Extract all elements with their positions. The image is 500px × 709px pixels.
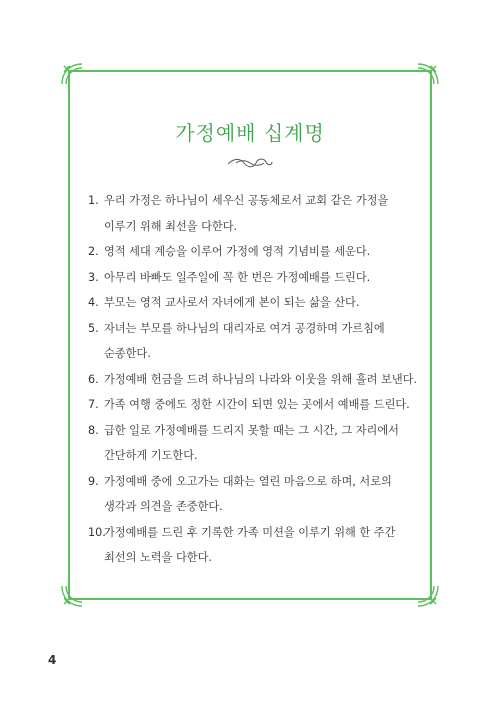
- item-number: 10.: [88, 525, 106, 539]
- item-number: [88, 494, 104, 520]
- list-item: [88, 392, 418, 418]
- list-item: [88, 188, 418, 214]
- item-number: 4.: [88, 296, 99, 309]
- item-number: [88, 545, 104, 571]
- list-item: [88, 290, 418, 316]
- list-item: [88, 214, 418, 240]
- corner-ornament-icon: [60, 62, 84, 86]
- item-number: 6.: [88, 372, 99, 386]
- commandment-list: [88, 188, 418, 571]
- list-item: [88, 239, 418, 265]
- item-number: 5.: [88, 321, 99, 335]
- item-text: 아무리 바빠도 일주일에 꼭 한 번은 가정예배를 드린다.: [104, 270, 371, 284]
- list-item: [88, 443, 418, 469]
- item-text: 부모는 영적 교사로서 자녀에게 본이 되는 삶을 산다.: [104, 296, 360, 309]
- list-item: [88, 545, 418, 571]
- item-text: 가정예배 헌금을 드려 하나님의 나라와 이웃을 위해 흘려 보낸다.: [104, 372, 417, 386]
- list-item: [88, 469, 418, 495]
- item-text: 최선의 노력을 다한다.: [104, 551, 212, 564]
- item-number: [88, 341, 104, 367]
- item-number: 7.: [88, 398, 99, 411]
- corner-ornament-icon: [60, 584, 84, 608]
- item-text: 가정예배를 드린 후 기록한 가족 미션을 이루기 위해 한 주간: [104, 525, 396, 539]
- page-number: 4: [48, 653, 57, 667]
- item-number: 3.: [88, 270, 99, 284]
- list-item: [88, 341, 418, 367]
- list-item: [88, 265, 418, 291]
- page-title: 가정예배 십계명: [175, 121, 325, 145]
- item-text: 가족 여행 중에도 정한 시간이 되면 있는 곳에서 예배를 드린다.: [104, 398, 410, 411]
- list-item: [88, 520, 418, 546]
- item-number: 8.: [88, 423, 99, 437]
- item-text: 급한 일로 가정예배를 드리지 못할 때는 그 시간, 그 자리에서: [104, 423, 399, 437]
- item-number: 9.: [88, 474, 99, 488]
- item-text: 자녀는 부모를 하나님의 대리자로 여겨 공경하며 가르침에: [104, 321, 385, 335]
- item-text: 순종한다.: [104, 347, 151, 360]
- item-number: [88, 214, 104, 240]
- item-number: 1.: [88, 194, 99, 207]
- corner-ornament-icon: [416, 62, 440, 86]
- list-item: [88, 367, 418, 393]
- list-item: [88, 316, 418, 342]
- item-text: 생각과 의견을 존중한다.: [104, 500, 223, 513]
- item-text: 간단하게 기도한다.: [104, 449, 198, 462]
- item-text: 이루기 위해 최선을 다한다.: [104, 219, 238, 233]
- swash-ornament-icon: [226, 156, 274, 170]
- item-text: 가정예배 중에 오고가는 대화는 열린 마음으로 하며, 서로의: [104, 474, 392, 488]
- item-text: 우리 가정은 하나님이 세우신 공동체로서 교회 같은 가정을: [104, 194, 389, 207]
- item-number: [88, 443, 104, 469]
- item-text: 영적 세대 계승을 이루어 가정에 영적 기념비를 세운다.: [104, 245, 371, 258]
- corner-ornament-icon: [416, 584, 440, 608]
- list-item: [88, 418, 418, 444]
- item-number: 2.: [88, 245, 99, 258]
- list-item: [88, 494, 418, 520]
